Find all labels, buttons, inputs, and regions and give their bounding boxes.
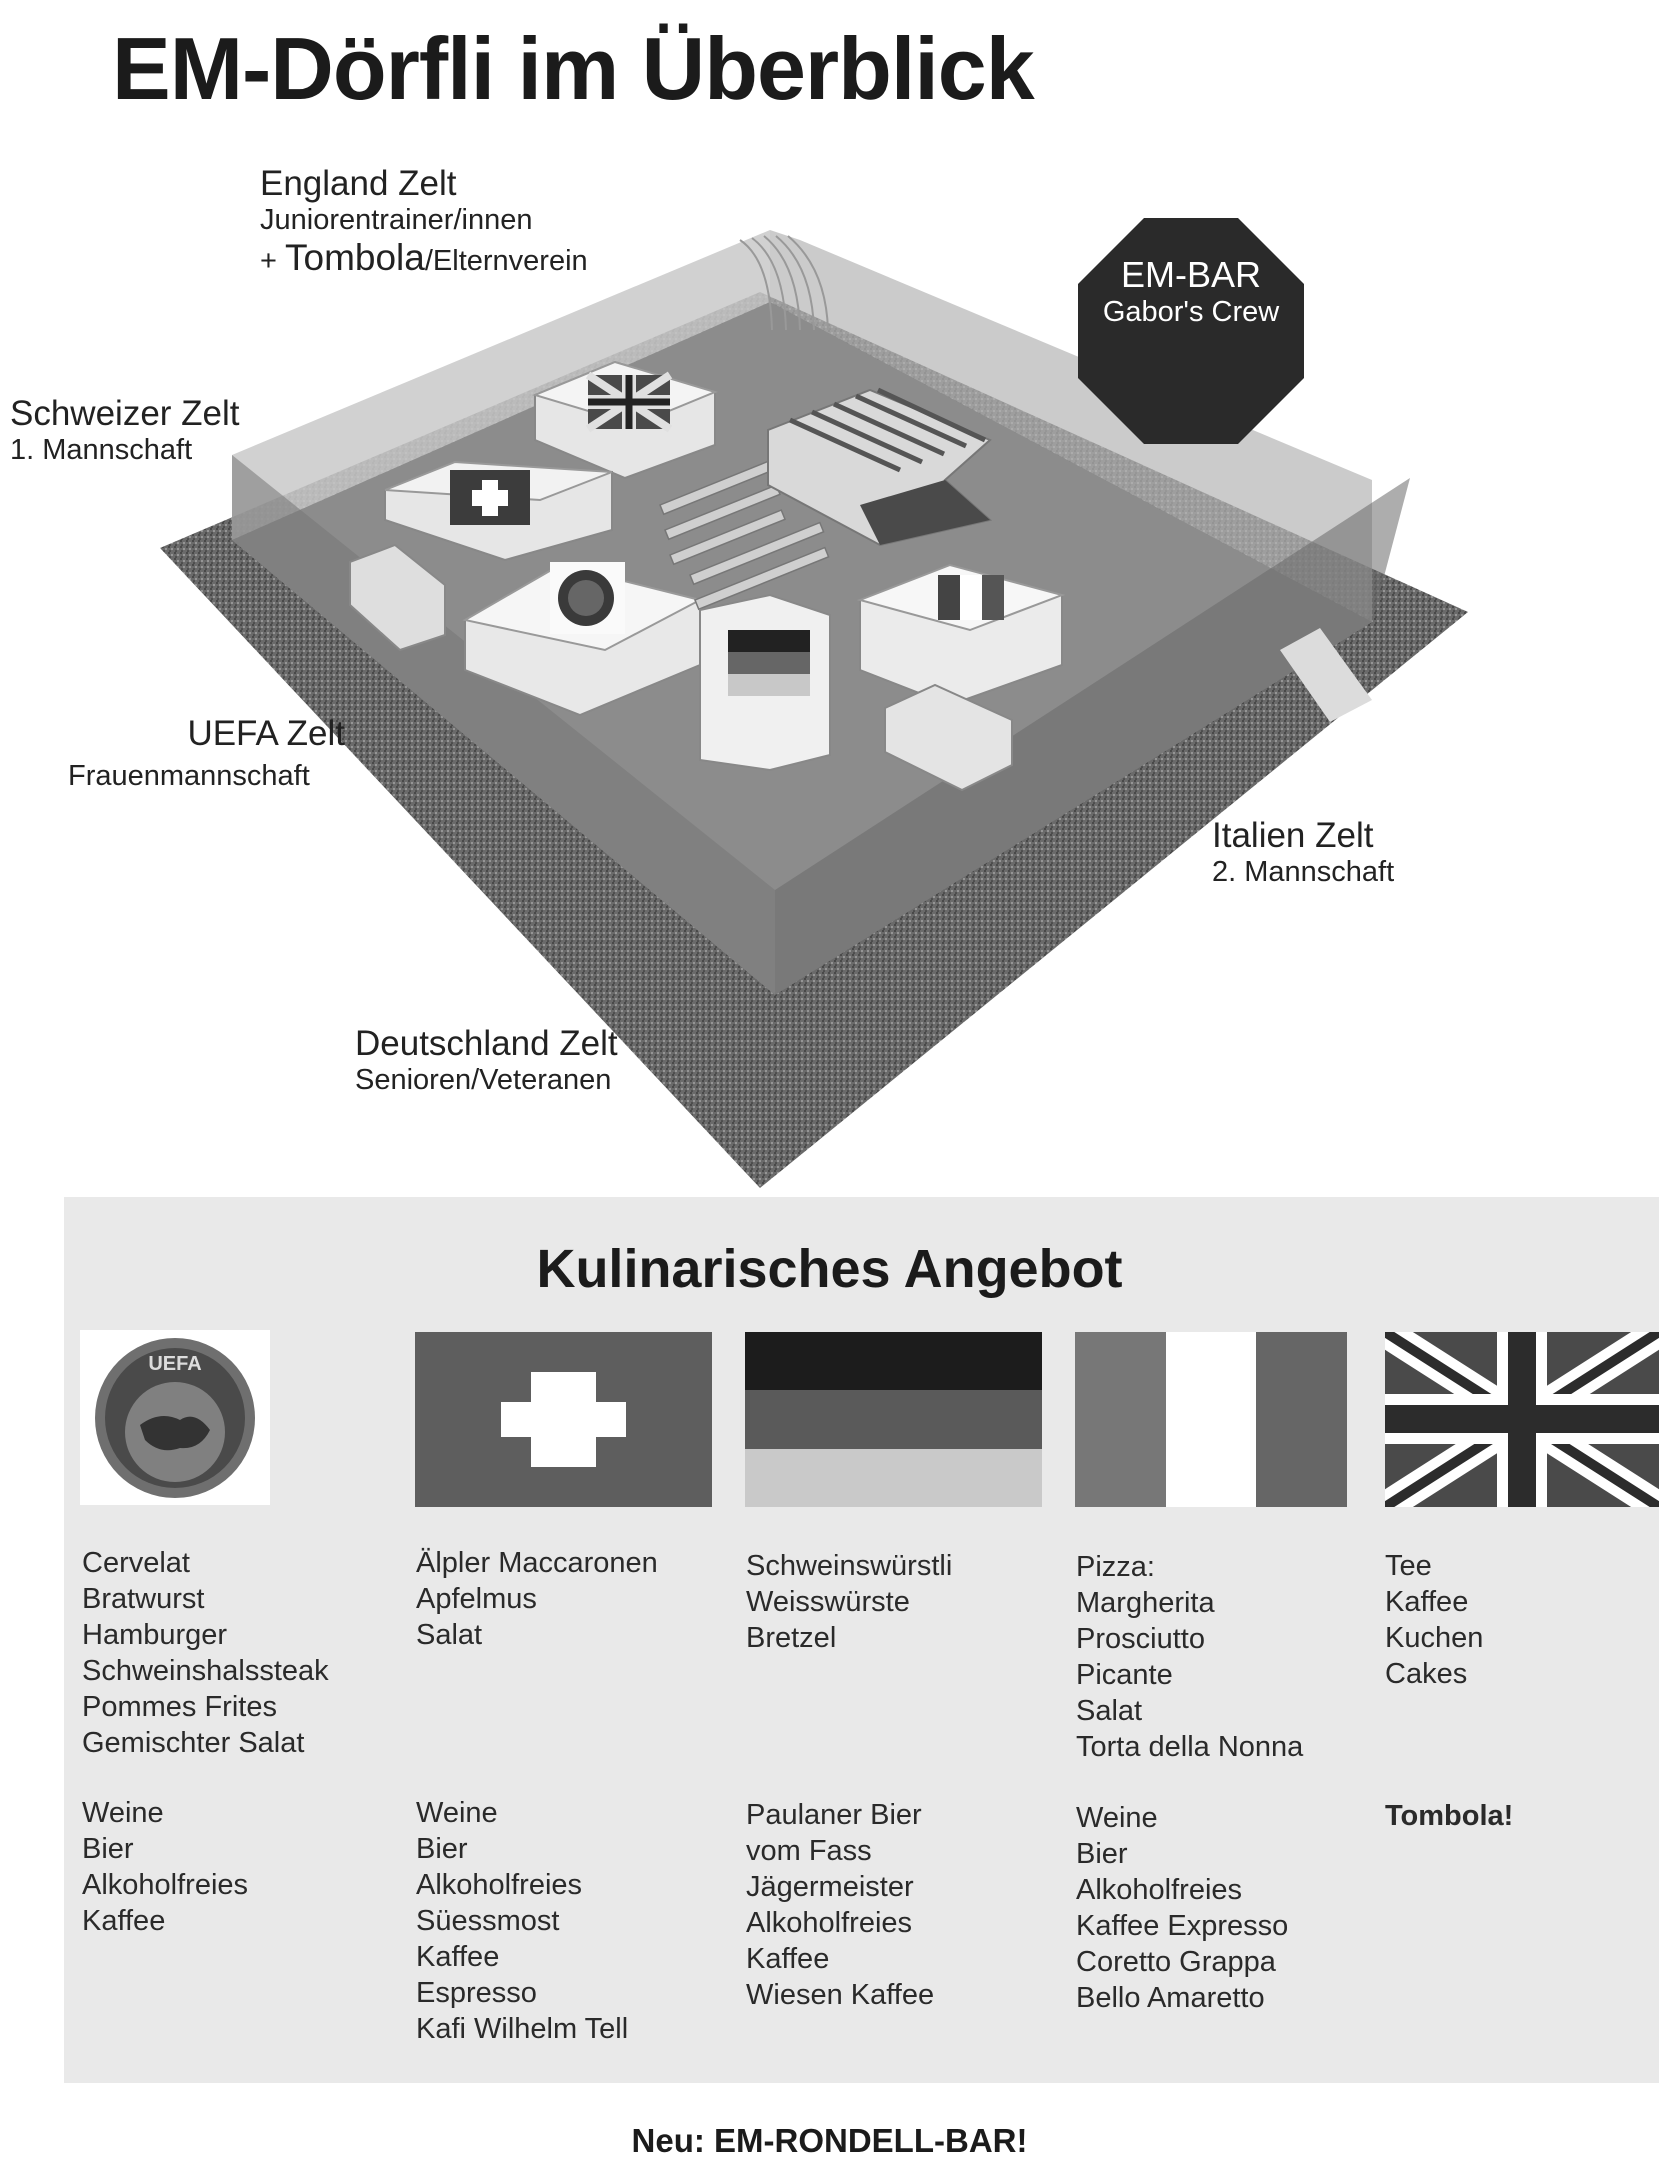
list-item: Cakes [1385,1658,1468,1690]
list-item: Jägermeister [746,1871,914,1903]
italy-tent-group: 2. Mannschaft [1212,855,1395,888]
england-tent-name: England Zelt [260,164,457,203]
germany-tent-name: Deutschland Zelt [355,1024,618,1063]
uefa-tent-label-name [155,715,345,754]
list-item: Espresso [416,1977,537,2009]
germany-drinks-list [746,1797,934,2013]
list-item: Älpler Maccaronen [416,1547,658,1579]
uefa-drinks-list [82,1795,248,1939]
list-item: Hamburger [82,1619,228,1651]
footer-announcement: Neu: EM-RONDELL-BAR! [631,2122,1028,2159]
uefa-tent-group: Frauenmannschaft [68,760,310,792]
list-item: Alkoholfreies [1076,1874,1243,1906]
england-extra-list [1385,1798,1513,1834]
uefa-logo-flag [80,1330,270,1505]
list-item: Alkoholfreies [416,1869,583,1901]
list-item: Apfelmus [416,1583,537,1615]
germany-tent-label [355,1025,618,1097]
uefa-tent-label-sub [68,760,310,793]
england-food-list [1385,1548,1483,1692]
list-item: Kaffee Expresso [1076,1910,1289,1942]
england-tent-label [260,165,588,279]
list-item: Süessmost [416,1905,560,1937]
list-item: Prosciutto [1076,1623,1205,1655]
germany-flag [745,1332,1042,1507]
list-item: Wiesen Kaffee [746,1979,935,2011]
list-item: Kaffee [1385,1586,1469,1618]
list-item: Kaffee [82,1905,166,1937]
italy-tent-name: Italien Zelt [1212,816,1374,855]
germany-stripe-black [745,1332,1042,1390]
list-item: Bratwurst [82,1583,205,1615]
list-item: Pommes Frites [82,1691,277,1723]
uefa-logo [80,1330,270,1505]
list-item: Weine [82,1797,164,1829]
list-item: Paulaner Bier [746,1799,922,1831]
list-item: Pizza: [1076,1551,1155,1583]
list-item: Picante [1076,1659,1173,1691]
italy-stripe-green [1075,1332,1166,1507]
italy-drinks-list [1076,1800,1288,2016]
germany-stripe-red [745,1390,1042,1449]
list-item: Weisswürste [746,1586,910,1618]
list-item: Cervelat [82,1547,190,1579]
list-item: Bier [82,1833,134,1865]
germany-food-list [746,1548,952,1656]
list-item: Coretto Grappa [1076,1946,1276,1978]
swiss-tent-label [10,395,240,467]
list-item: Margherita [1076,1587,1215,1619]
germany-stripe-gold [745,1449,1042,1507]
swiss-tent-name: Schweizer Zelt [10,394,240,433]
england-tent-group: Juniorentrainer/innen [260,203,533,236]
list-item: Alkoholfreies [746,1907,913,1939]
em-bar-octagon [1078,218,1304,444]
list-item: Bello Amaretto [1076,1982,1265,2014]
england-tombola: Tombola [285,236,425,278]
england-tent-extra [260,237,588,280]
tombola-note: Tombola! [1385,1800,1514,1832]
em-bar-title: EM-BAR [1120,254,1261,295]
swiss-food-list [416,1545,658,1653]
list-item: Kafi Wilhelm Tell [416,2013,629,2045]
em-bar-crew: Gabor's Crew [1102,295,1280,328]
list-item: Kuchen [1385,1622,1484,1654]
italy-flag [1075,1332,1347,1507]
england-elternverein: /Elternverein [424,244,588,277]
list-item: Schweinswürstli [746,1550,953,1582]
list-item: Schweinshalssteak [82,1655,329,1687]
swiss-tent-group: 1. Mannschaft [10,433,193,466]
italy-stripe-red [1256,1332,1347,1507]
list-item: Weine [1076,1802,1158,1834]
list-item: Weine [416,1797,498,1829]
list-item: Bier [1076,1838,1128,1870]
list-item: Kaffee [416,1941,500,1973]
list-item: Salat [1076,1695,1143,1727]
england-plus: + [260,244,277,277]
italy-stripe-white [1166,1332,1257,1507]
uk-flag [1385,1332,1659,1507]
list-item: vom Fass [746,1835,872,1867]
germany-tent [700,595,830,770]
em-bar-label [1078,255,1304,329]
uefa-tent-name: UEFA Zelt [187,714,345,753]
swiss-drinks-list [416,1795,628,2047]
swiss-flag [415,1332,712,1507]
list-item: Kaffee [746,1943,830,1975]
uefa-food-list [82,1545,329,1761]
list-item: Torta della Nonna [1076,1731,1304,1763]
swiss-cross-horizontal [501,1402,626,1437]
page-title: EM-Dörfli im Überblick [112,19,1034,118]
list-item: Gemischter Salat [82,1727,305,1759]
italy-tent-label [1212,817,1394,889]
italy-food-list [1076,1549,1303,1765]
uefa-logo-text: UEFA [148,1353,202,1375]
list-item: Alkoholfreies [82,1869,249,1901]
culinary-title: Kulinarisches Angebot [536,1239,1123,1299]
list-item: Bier [416,1833,468,1865]
list-item: Bretzel [746,1622,837,1654]
germany-tent-group: Senioren/Veteranen [355,1063,612,1096]
list-item: Salat [416,1619,483,1651]
list-item: Tee [1385,1550,1432,1582]
